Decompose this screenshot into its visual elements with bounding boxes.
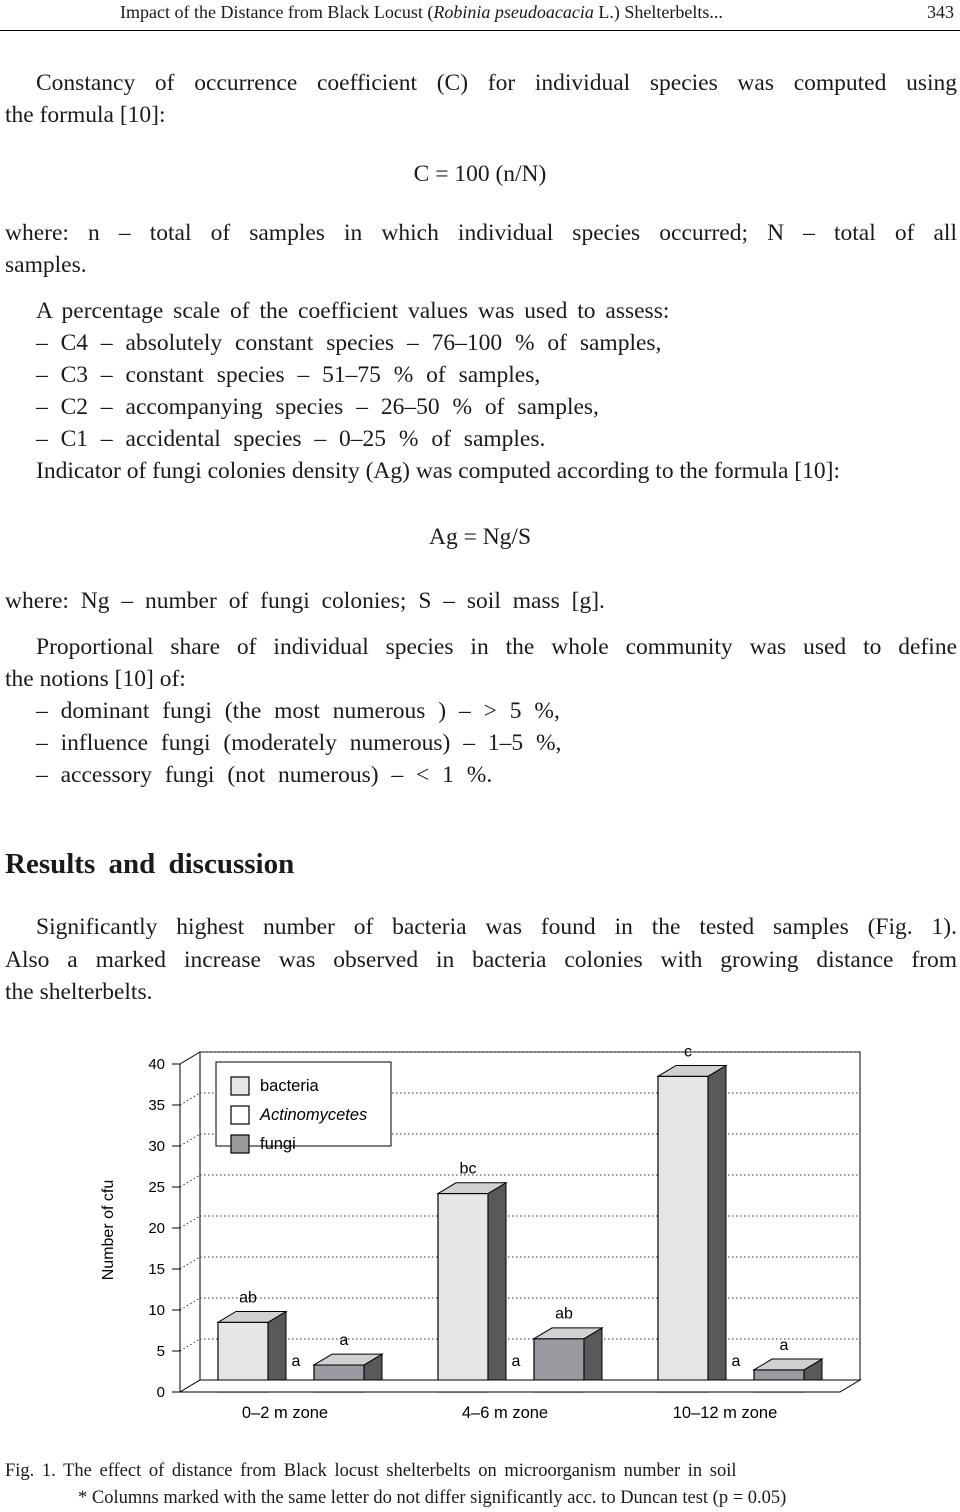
y-tick-label: 20	[148, 1220, 165, 1237]
bar-chart	[0, 1040, 960, 1460]
running-header	[0, 0, 960, 31]
constancy-intro-line1: Constancy of occurrence coefficient (C) for individual species was computed using	[36, 70, 957, 96]
figure-footnote: * Columns marked with the same letter do not differ significantly acc. to Duncan test (p = 0.05)	[78, 1488, 787, 1508]
y-axis-label: Number of cfu	[100, 1179, 117, 1281]
significance-label: ab	[555, 1305, 573, 1323]
y-tick-label: 40	[148, 1056, 165, 1073]
y-tick-label: 35	[148, 1097, 165, 1114]
significance-label: a	[511, 1353, 521, 1370]
significance-label: a	[779, 1336, 789, 1354]
density-where: where: Ng – number of fungi colonies; S – soil mass [g].	[5, 588, 605, 614]
legend-swatch-actinomycetes	[231, 1106, 249, 1124]
significance-label: bc	[459, 1160, 477, 1178]
share-intro-line1: Proportional share of individual species in the whole community was used to define	[36, 634, 957, 660]
y-tick-label: 5	[156, 1343, 165, 1360]
share-item-dominant: – dominant fungi (the most numerous ) – > 5 %,	[36, 698, 560, 724]
bar-side	[488, 1183, 506, 1392]
results-para-line1: Significantly highest number of bacteria was found in the tested samples (Fig. 1).	[36, 914, 957, 940]
plot-floor	[180, 1380, 860, 1392]
y-tick-label: 10	[148, 1302, 165, 1319]
legend-swatch-fungi	[231, 1135, 249, 1153]
scale-item-c2: – C2 – accompanying species – 26–50 % of samples,	[36, 394, 599, 420]
x-category-label: 0–2 m zone	[241, 1404, 329, 1422]
scale-item-c4: – C4 – absolutely constant species – 76–100 % of samples,	[36, 330, 662, 356]
legend-box	[216, 1062, 391, 1146]
significance-label: c	[684, 1043, 692, 1061]
scale-item-c3: – C3 – constant species – 51–75 % of samples,	[36, 362, 541, 388]
running-header-title: Impact of the Distance from Black Locust (Robinia pseudoacacia L.) Shelterbelts...	[120, 2, 723, 22]
y-tick-label: 15	[148, 1261, 165, 1278]
share-intro-line2: the notions [10] of:	[5, 666, 186, 692]
constancy-formula: C = 100 (n/N)	[413, 161, 547, 187]
density-formula: Ag = Ng/S	[428, 524, 532, 550]
legend-label-actinomycetes: Actinomycetes	[260, 1106, 368, 1124]
significance-label: a	[291, 1353, 301, 1370]
constancy-intro-line2: the formula [10]:	[5, 102, 166, 128]
bar-bacteria	[658, 1076, 708, 1392]
significance-label: ab	[239, 1289, 257, 1307]
legend-label-bacteria: bacteria	[260, 1077, 319, 1095]
figure-caption: Fig. 1. The effect of distance from Black locust shelterbelts on microorganism number in soil	[5, 1461, 737, 1481]
bar-side	[708, 1066, 726, 1393]
plot-left-wall	[180, 1052, 200, 1392]
section-heading: Results and discussion	[5, 848, 295, 880]
scale-intro: A percentage scale of the coefficient values was used to assess:	[36, 298, 670, 324]
share-item-accessory: – accessory fungi (not numerous) – < 1 %.	[36, 762, 493, 788]
bar-bacteria	[438, 1194, 488, 1392]
scale-item-c1: – C1 – accidental species – 0–25 % of samples.	[36, 426, 546, 452]
constancy-where-line1: where: n – total of samples in which individual species occurred; N – total of all	[5, 220, 957, 246]
x-category-label: 10–12 m zone	[672, 1404, 778, 1422]
density-intro: Indicator of fungi colonies density (Ag) was computed according to the formula [10]:	[36, 458, 840, 484]
chart-legend	[216, 1062, 391, 1153]
results-para-line3: the shelterbelts.	[5, 979, 153, 1005]
significance-label: a	[731, 1353, 741, 1370]
legend-label-fungi: fungi	[260, 1135, 296, 1153]
y-tick-label: 30	[148, 1138, 165, 1155]
significance-label: a	[339, 1331, 349, 1349]
x-category-label: 4–6 m zone	[461, 1404, 549, 1422]
page-number: 343	[927, 2, 954, 22]
y-tick-label: 0	[156, 1384, 165, 1401]
constancy-where-line2: samples.	[5, 252, 87, 278]
results-para-line2: Also a marked increase was observed in bacteria colonies with growing distance from	[5, 947, 957, 973]
y-tick-label: 25	[148, 1179, 165, 1196]
legend-swatch-bacteria	[231, 1077, 249, 1095]
share-item-influence: – influence fungi (moderately numerous) – 1–5 %,	[36, 730, 562, 756]
